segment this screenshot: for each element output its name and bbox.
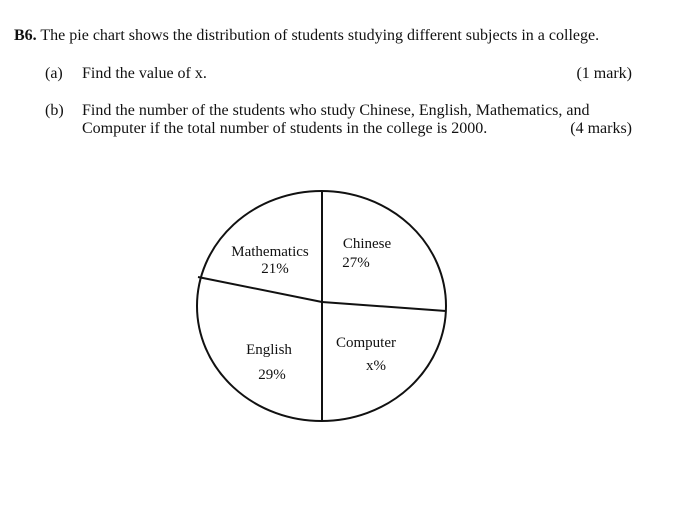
slice-label-english: English bbox=[246, 342, 292, 358]
slice-label-computer: Computer bbox=[336, 335, 396, 351]
part-a-text: Find the value of x. bbox=[82, 65, 207, 82]
divider-left bbox=[198, 277, 322, 302]
divider-right bbox=[322, 302, 446, 311]
part-b-marks: (4 marks) bbox=[570, 120, 632, 137]
part-b-label: (b) bbox=[45, 102, 64, 119]
part-a-label: (a) bbox=[45, 65, 63, 82]
question-stem: The pie chart shows the distribution of students studying different subjects in a college. bbox=[40, 27, 600, 44]
slice-value-computer: x% bbox=[366, 358, 386, 374]
part-b-text-line1: Find the number of the students who study Chinese, English, Mathematics, and bbox=[82, 102, 590, 119]
slice-label-chinese: Chinese bbox=[342, 236, 392, 252]
part-b-text-line2: Computer if the total number of students in the college is 2000. bbox=[82, 120, 488, 137]
part-a-marks: (1 mark) bbox=[576, 65, 632, 82]
slice-value-mathematics: 21% bbox=[261, 261, 289, 277]
slice-value-english: 29% bbox=[258, 367, 286, 383]
slice-label-mathematics: Mathematics bbox=[231, 244, 309, 260]
slice-value-chinese: 27% bbox=[342, 255, 370, 271]
question-number: B6. bbox=[14, 27, 37, 44]
